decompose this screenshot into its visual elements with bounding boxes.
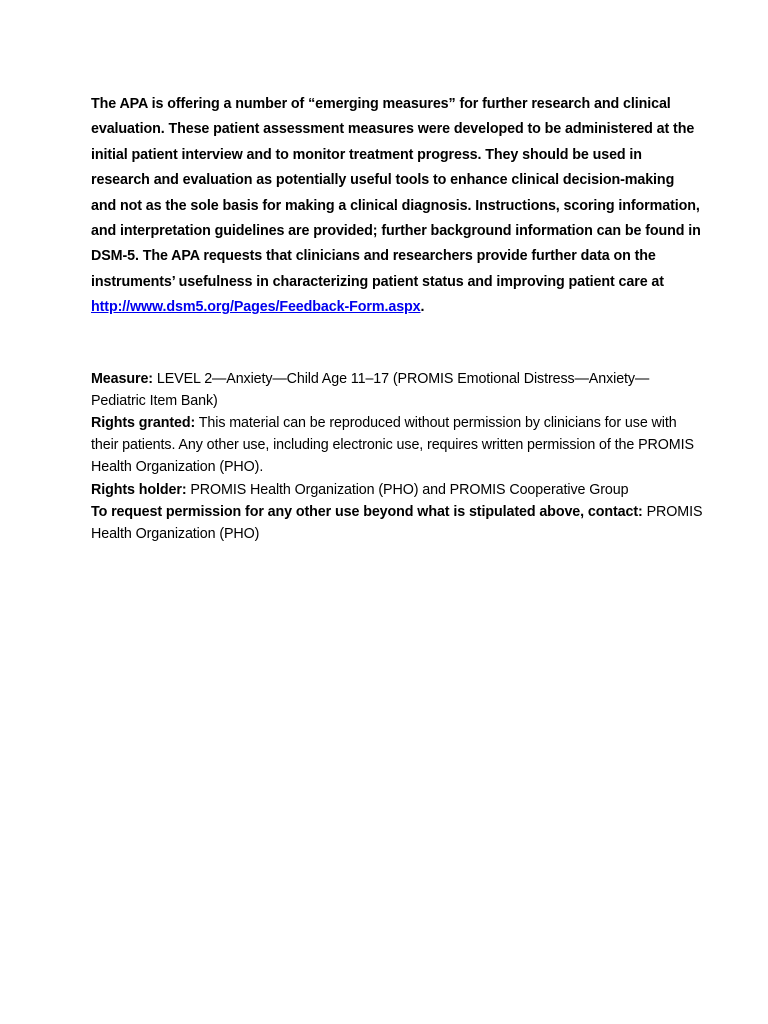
rights-granted-label: Rights granted: xyxy=(91,415,196,432)
contact-value: PROMIS Health Organization (PHO) xyxy=(91,503,703,543)
measure-value: LEVEL 2—Anxiety—Child Age 11–17 (PROMIS Emotional Distress—Anxiety—Pediatric Item Bank) xyxy=(91,370,650,409)
rights-holder-label: Rights holder: xyxy=(91,481,187,498)
rights-holder-line xyxy=(91,479,703,501)
measure-line xyxy=(91,368,703,412)
contact-label: To request permission for any other use beyond what is stipulated above, contact: xyxy=(91,503,643,520)
rights-holder-value: PROMIS Health Organization (PHO) and PROMIS Cooperative Group xyxy=(186,481,629,498)
measure-label: Measure: xyxy=(91,370,153,387)
intro-paragraph xyxy=(91,92,703,321)
measure-info xyxy=(91,368,703,546)
intro-text: The APA is offering a number of “emerging measures” for further research and clinical evaluation. These patient assessment measures were developed to be administered at the initial patient interview and to monitor treatment progress. They should be used in research and evaluation as potentially useful tools to enhance clinical decision-making and not as the sole basis for making a clinical diagnosis. Instructions, scoring information, and interpretation guidelines are provided; further background information can be found in DSM-5. The APA requests that clinicians and researchers provide further data on the instruments’ usefulness in characterizing patient status and improving patient care at xyxy=(91,96,701,290)
feedback-form-link[interactable]: http://www.dsm5.org/Pages/Feedback-Form.aspx xyxy=(91,299,421,316)
intro-end: . xyxy=(420,299,425,316)
rights-granted-value: This material can be reproduced without permission by clinicians for use with their patients. Any other use, including electronic use, requires written permission of the PROMIS Health Organization (PHO). xyxy=(91,415,694,476)
document-page xyxy=(91,92,703,545)
rights-granted-line xyxy=(91,412,703,479)
contact-line xyxy=(91,501,703,545)
